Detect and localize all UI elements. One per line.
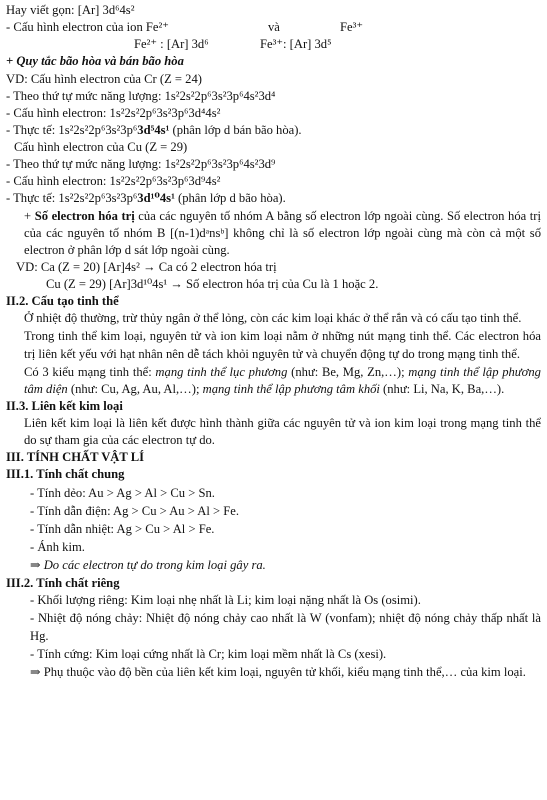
ductility: - Tính dẻo: Au > Ag > Al > Cu > Sn. — [30, 485, 215, 500]
heading-general-properties: III.1. Tính chất chung — [6, 467, 125, 482]
cr-actual — [6, 122, 541, 139]
valence-prefix: + — [24, 208, 35, 223]
hardness: - Tính cứng: Kim loại cứng nhất là Cr; kim loại mềm nhất là Cs (xesi). — [30, 646, 387, 661]
density: - Khối lượng riêng: Kim loại nhẹ nhất là Li; kim loại nặng nhất là Os (osimi). — [30, 593, 421, 608]
specific-properties-cause: ⇒ Phụ thuộc vào độ bền của liên kết kim loại, nguyên tử khối, kiểu mạng tinh thể,… của kim loại. — [30, 664, 526, 679]
valence-body: của các nguyên tố nhóm A bằng số electron lớp ngoài cùng. Số electron hóa trị của các nguyên tố nhóm B [(n-1)dᵃnsᵇ] không chỉ là số electron lớp ngoài cùng mà còn cả một số electron ở phân lớp d sát lớp ngoài cùng. — [24, 208, 541, 257]
lattice-fcc: mạng tinh thể lập phương tâm diện — [24, 364, 541, 396]
lattice-fcc-examples: (như: Cu, Ag, Au, Al,…); — [67, 381, 203, 396]
cu-actual-note: (phân lớp d bão hòa). — [174, 191, 286, 206]
cr-actual-prefix: - Thực tế: 1s²2s²2p⁶3s²3p⁶ — [6, 122, 138, 137]
melting-point: - Nhiệt độ nóng chảy: Nhiệt độ nóng chảy cao nhất là W (vonfam); nhiệt độ nóng chảy thấp nhất là Hg. — [30, 611, 541, 643]
connector-text: và — [268, 20, 280, 35]
example-ca: VD: Ca (Z = 20) [Ar]4s² → Ca có 2 electron hóa trị — [16, 259, 277, 274]
example-cu-title: Cấu hình electron của Cu (Z = 29) — [14, 140, 188, 154]
cr-actual-highlight: 3d⁵4s¹ — [137, 122, 170, 137]
fe-ion-intro: - Cấu hình electron của ion Fe²⁺ — [6, 20, 169, 35]
cu-config: - Cấu hình electron: 1s²2s²2p⁶3s²3p⁶3d⁹4s² — [6, 174, 221, 189]
valence-term: Số electron hóa trị — [34, 208, 135, 223]
section-heading-saturation-rule: + Quy tắc bão hòa và bán bão hòa — [6, 54, 184, 69]
electrical-conductivity: - Tính dẫn điện: Ag > Cu > Au > Al > Fe. — [30, 503, 240, 518]
fe3-label: Fe³⁺ — [340, 20, 364, 35]
crystal-paragraph-1: Ở nhiệt độ thường, trừ thủy ngân ở thể lỏng, còn các kim loại khác ở thể rắn và có cấu tạo tinh thể. — [24, 311, 522, 326]
fe-ion-configs — [6, 36, 541, 53]
heading-crystal-structure: II.2. Cấu tạo tinh thể — [6, 294, 119, 309]
cu-actual — [6, 190, 541, 207]
lattice-hexagonal: mạng tinh thể lục phương — [155, 364, 288, 379]
lattice-bcc: mạng tinh thể lập phương tâm khối — [202, 381, 380, 396]
cr-energy-order: - Theo thứ tự mức năng lượng: 1s²2s²2p⁶3s²3p⁶4s²3d⁴ — [6, 88, 276, 103]
crystal-paragraph-2: Trong tinh thể kim loại, nguyên tử và ion kim loại nằm ở những nút mạng tinh thể. Các electron hóa trị liên kết yếu với hạt nhân nên dễ tách khỏi nguyên tử và chuyển động tự do trong mạng tinh thể. — [24, 329, 541, 361]
fe2-config: Fe²⁺ : [Ar] 3d⁶ — [134, 37, 209, 52]
general-properties-cause: ⇒ Do các electron tự do trong kim loại gây ra. — [30, 558, 266, 572]
heading-physical-properties: III. TÍNH CHẤT VẬT LÍ — [6, 450, 145, 465]
lattice-hexagonal-examples: (như: Be, Mg, Zn,…); — [287, 364, 409, 379]
heading-metallic-bond: II.3. Liên kết kim loại — [6, 398, 123, 413]
fe-short-config: Hay viết gọn: [Ar] 3d⁶4s² — [6, 3, 135, 17]
example-cu-valence: Cu (Z = 29) [Ar]3d¹⁰4s¹ → Số electron hóa trị của Cu là 1 hoặc 2. — [46, 277, 379, 291]
cu-actual-prefix: - Thực tế: 1s²2s²2p⁶3s²3p⁶ — [6, 191, 138, 206]
crystal-lattice-types — [6, 364, 541, 398]
example-cr-title: VD: Cấu hình electron của Cr (Z = 24) — [6, 71, 202, 86]
fe-ion-config-line — [6, 19, 541, 36]
luster: - Ánh kim. — [30, 539, 85, 554]
thermal-conductivity: - Tính dẫn nhiệt: Ag > Cu > Al > Fe. — [30, 521, 215, 536]
heading-specific-properties: III.2. Tính chất riêng — [6, 576, 120, 591]
cr-actual-note: (phân lớp d bán bão hòa). — [169, 122, 302, 137]
cr-config: - Cấu hình electron: 1s²2s²2p⁶3s²3p⁶3d⁴4s² — [6, 105, 221, 120]
valence-electron-paragraph — [6, 208, 541, 259]
fe3-config: Fe³⁺: [Ar] 3d⁵ — [260, 37, 332, 52]
cu-actual-highlight: 3d¹⁰4s¹ — [137, 191, 175, 206]
metallic-bond-paragraph: Liên kết kim loại là liên kết được hình thành giữa các nguyên tử và ion kim loại trong mạng tinh thể do sự tham gia của các electron tự do. — [24, 416, 541, 448]
lattice-bcc-examples: (như: Li, Na, K, Ba,…). — [379, 381, 505, 396]
cu-energy-order: - Theo thứ tự mức năng lượng: 1s²2s²2p⁶3s²3p⁶4s²3d⁹ — [6, 157, 276, 172]
lattice-intro: Có 3 kiểu mạng tinh thể: — [24, 364, 156, 379]
